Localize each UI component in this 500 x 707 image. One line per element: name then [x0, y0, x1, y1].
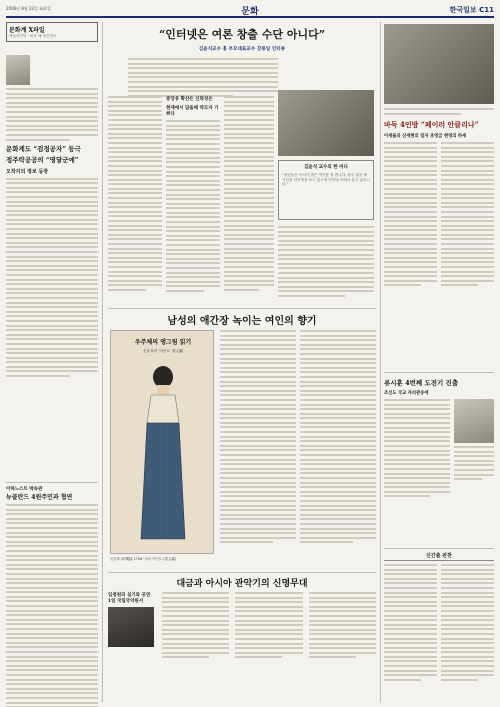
- right-top-headline: 바둑 4인방 “페이러 안클리나”: [384, 120, 479, 129]
- section-divider: [384, 548, 494, 549]
- column-rule: [102, 22, 103, 702]
- top-story-col4: [278, 226, 374, 300]
- interview-photo: [278, 90, 374, 156]
- section-divider: [108, 572, 376, 573]
- x-file-subtitle: 예술의전당 · 최종 배 최신정보: [9, 34, 57, 38]
- musician-photo: [108, 607, 154, 647]
- top-story-headline: “인터넷은 여론 창출 수단 아니다”: [158, 28, 326, 41]
- left-bottom-article: [6, 486, 98, 707]
- right-middle-headline: 류시훈 4번째 도전기 진출: [384, 379, 459, 387]
- bottom-story-byline: 임청원의 실기와 공연: [108, 593, 151, 598]
- book-subtitle: 신윤복의 ‘미인도’ 美人圖: [143, 349, 183, 353]
- right-middle-sub: 조선도 국교 자리관송에: [384, 391, 429, 396]
- top-story-col1: [108, 96, 162, 294]
- paper-name: 한국일보 C11: [449, 6, 494, 14]
- middle-story-col2: [300, 330, 376, 546]
- left-bottom-kicker: 이하느스트 박속관: [6, 487, 43, 492]
- painting-image: [110, 330, 214, 554]
- middle-story-headline: 남성의 애간장 녹이는 여인의 향기: [167, 316, 317, 327]
- left-headline: 문화계도 “검정공자” 등극: [6, 144, 81, 153]
- top-story-deck: 김윤식교수 홍 부모대표교수 강통일 인터뷰: [198, 47, 286, 52]
- new-books-title: 신간출 판찬: [384, 552, 494, 561]
- bottom-story: [108, 576, 376, 661]
- hanbok-figure: [139, 363, 187, 543]
- column-rule: [380, 22, 381, 702]
- section-divider: [108, 308, 376, 309]
- right-top-article: [384, 120, 494, 289]
- left-bottom-headline: 뉴클란드 4원주민과 협연: [6, 494, 73, 501]
- left-subheadline: 정주락공공의 “영달군에”: [6, 155, 79, 164]
- section-divider: [384, 372, 494, 373]
- columnist-photo: [6, 55, 30, 85]
- quote-sidebar: [278, 160, 374, 220]
- bottom-story-headline: 대금과 아시아 관악기의 신명무대: [176, 579, 308, 589]
- left-kicker: 오작지의 정보 등장: [6, 168, 49, 175]
- issue-date: 2006년 8월 22일 화요일: [6, 6, 51, 11]
- book-title: 우주체의 앵그림 읽기: [134, 339, 192, 346]
- painting-caption: 신윤복 (申潤福 1758~?)의 미인도 (美人圖): [110, 557, 177, 561]
- masthead: [6, 4, 494, 18]
- page-number: C11: [479, 6, 494, 14]
- player-photo: [454, 399, 494, 443]
- section-divider: [6, 482, 98, 483]
- baduk-photo: [384, 24, 494, 104]
- middle-story: [108, 312, 376, 331]
- left-column: [6, 22, 98, 380]
- quote-sidebar-title: 김윤식 교수의 한 마디: [304, 165, 348, 170]
- top-story-col3: [224, 96, 274, 294]
- bottom-story-sub: 1일 국립국악원서: [108, 599, 144, 604]
- top-story-col2: [166, 96, 220, 295]
- baduk-caption: [384, 108, 494, 117]
- x-file-box: [6, 22, 98, 42]
- right-middle-article: [384, 378, 494, 500]
- middle-story-col1: [220, 330, 296, 546]
- top-subhead-2: 현재에서 답을때 약모자 기쁘다: [166, 106, 219, 117]
- x-file-title: 문화계 X파일: [9, 27, 45, 34]
- section-title: 문화: [241, 7, 259, 17]
- new-books-box: [384, 552, 494, 683]
- right-top-sub: 이세돌과 신세현의 일자 초영급 현영의 하세: [384, 134, 467, 139]
- top-subhead-1: 중앙유 확산은 신뢰성은: [166, 97, 213, 102]
- quote-sidebar-text: “청년들은 독서가 많은 여가를 잘 씁니다. 하루 평균 세 시간을 인터넷을 보고 있으며 인터넷 속에서 살고 있습니다.”: [282, 173, 370, 187]
